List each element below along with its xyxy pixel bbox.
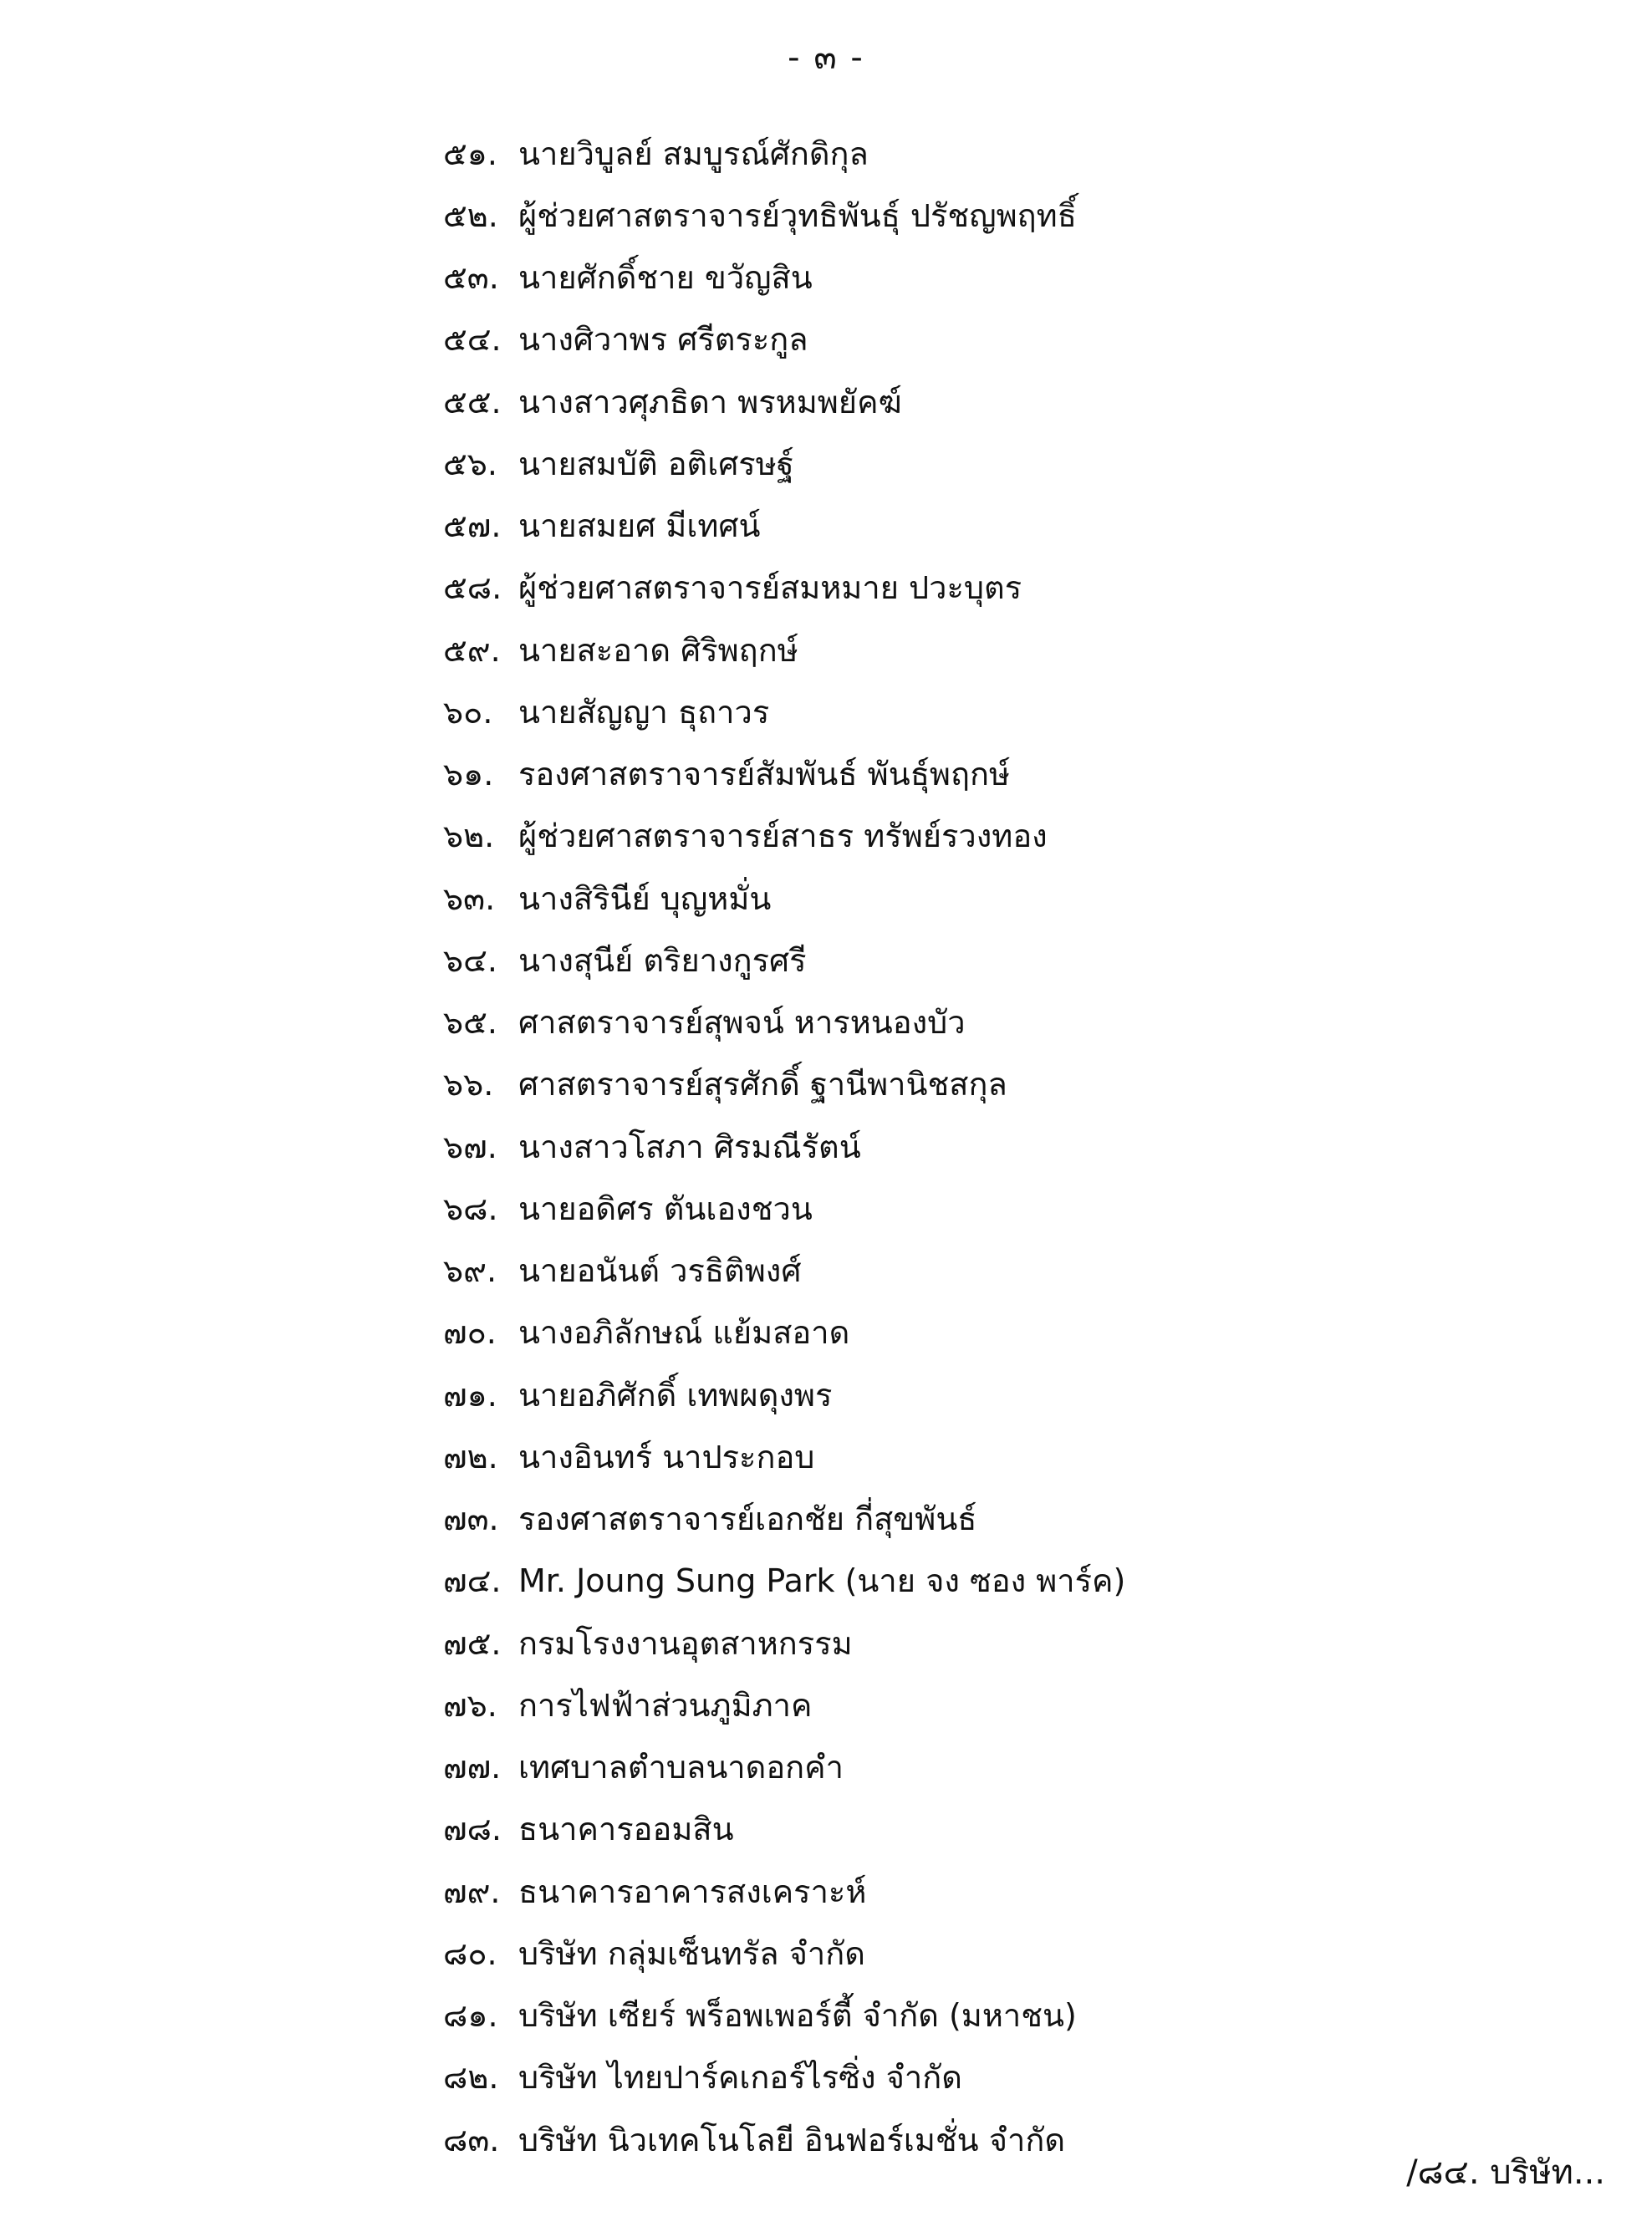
item-number: ๗๕.: [443, 1624, 502, 1662]
item-number: ๘๒.: [443, 2059, 499, 2097]
item-number: ๗๒.: [443, 1438, 498, 1475]
list-item: [443, 432, 1125, 494]
item-number: ๗๘.: [443, 1811, 502, 1848]
list-item: [443, 867, 1125, 929]
item-name: นายอภิศักดิ์ เทพผดุงพร: [518, 1376, 833, 1414]
list-item: [443, 370, 1125, 432]
item-name: รองศาสตราจารย์เอกชัย กี่สุขพันธ์: [518, 1501, 977, 1538]
list-item: [443, 619, 1125, 680]
list-item: [443, 1860, 1125, 1922]
list-item: [443, 743, 1125, 805]
list-item: [443, 929, 1125, 991]
item-name: นางสุนีย์ ตริยางกูรศรี: [518, 941, 807, 979]
item-number: ๕๗.: [443, 507, 502, 545]
item-number: ๗๓.: [443, 1501, 499, 1538]
item-number: ๕๓.: [443, 259, 499, 297]
item-name: นางอภิลักษณ์ แย้มสอาด: [518, 1314, 850, 1352]
item-name: นางสิรินีย์ บุญหมั่น: [518, 879, 772, 917]
list-item: [443, 1798, 1125, 1860]
item-number: ๕๒.: [443, 196, 498, 234]
item-name: Mr. Joung Sung Park (นาย จง ซอง พาร์ค): [518, 1562, 1126, 1600]
item-number: ๖๓.: [443, 879, 496, 917]
item-name: นายศักดิ์ชาย ขวัญสิน: [518, 259, 813, 297]
item-number: ๕๑.: [443, 135, 497, 172]
item-number: ๖๗.: [443, 1128, 497, 1165]
item-name: กรมโรงงานอุตสาหกรรม: [518, 1624, 853, 1662]
item-number: ๕๕.: [443, 383, 502, 420]
list-item: [443, 991, 1125, 1053]
name-list: [443, 122, 1125, 2170]
list-item: [443, 1488, 1125, 1550]
item-number: ๖๑.: [443, 756, 494, 793]
item-name: การไฟฟ้าส่วนภูมิภาค: [518, 1686, 813, 1724]
item-name: บริษัท เซียร์ พร็อพเพอร์ตี้ จำกัด (มหาชน): [518, 1997, 1077, 2035]
item-name: ผู้ช่วยศาสตราจารย์วุทธิพันธุ์ ปรัชญพฤทธิ์: [518, 196, 1077, 234]
item-number: ๕๙.: [443, 631, 501, 669]
item-name: นายอนันต์ วรธิติพงศ์: [518, 1252, 802, 1290]
list-item: [443, 557, 1125, 619]
item-name: ศาสตราจารย์สุรศักดิ์ ฐานีพานิชสกุล: [518, 1066, 1007, 1103]
item-number: ๗๑.: [443, 1376, 497, 1414]
item-name: นายสัญญา ธุถาวร: [518, 693, 770, 731]
item-number: ๕๖.: [443, 445, 497, 482]
list-item: [443, 1922, 1125, 1984]
item-number: ๘๑.: [443, 1997, 498, 2035]
list-item: [443, 495, 1125, 557]
continuation-note: /๘๔. บริษัท...: [1406, 2153, 1605, 2192]
item-number: ๗๔.: [443, 1562, 502, 1600]
item-number: ๗๗.: [443, 1749, 502, 1786]
list-item: [443, 1177, 1125, 1239]
item-number: ๖๖.: [443, 1066, 494, 1103]
item-name: นางสาวศุภธิดา พรหมพยัคฆ์: [518, 383, 902, 420]
list-item: [443, 184, 1125, 246]
list-item: [443, 1302, 1125, 1363]
item-name: นางศิวาพร ศรีตระกูล: [518, 321, 808, 359]
item-name: นางอินทร์ นาประกอบ: [518, 1438, 815, 1475]
list-item: [443, 2046, 1125, 2108]
list-item: [443, 1674, 1125, 1735]
list-item: [443, 2108, 1125, 2170]
item-number: ๗๐.: [443, 1314, 497, 1352]
item-name: ผู้ช่วยศาสตราจารย์สมหมาย ปวะบุตร: [518, 569, 1022, 607]
list-item: [443, 805, 1125, 867]
list-item: [443, 308, 1125, 370]
item-number: ๖๔.: [443, 941, 497, 979]
list-item: [443, 1736, 1125, 1798]
item-name: นายวิบูลย์ สมบูรณ์ศักดิกุล: [518, 135, 869, 172]
item-name: บริษัท ไทยปาร์คเกอร์ไรซิ่ง จำกัด: [518, 2059, 962, 2097]
list-item: [443, 680, 1125, 742]
list-item: [443, 1985, 1125, 2046]
item-name: นายอดิศร ตันเองชวน: [518, 1190, 813, 1227]
item-name: รองศาสตราจารย์สัมพันธ์ พันธุ์พฤกษ์: [518, 756, 1011, 793]
list-item: [443, 1425, 1125, 1487]
item-name: ผู้ช่วยศาสตราจารย์สาธร ทรัพย์รวงทอง: [518, 818, 1048, 855]
list-item: [443, 1053, 1125, 1115]
item-number: ๘๐.: [443, 1934, 497, 1972]
list-item: [443, 247, 1125, 308]
item-name: บริษัท กลุ่มเซ็นทรัล จำกัด: [518, 1934, 865, 1972]
item-name: นายสมยศ มีเทศน์: [518, 507, 761, 545]
list-item: [443, 1240, 1125, 1302]
list-item: [443, 122, 1125, 184]
item-name: ศาสตราจารย์สุพจน์ หารหนองบัว: [518, 1004, 966, 1042]
item-number: ๘๓.: [443, 2121, 500, 2158]
item-number: ๗๙.: [443, 1873, 501, 1910]
item-name: นายสะอาด ศิริพฤกษ์: [518, 631, 798, 669]
item-number: ๖๒.: [443, 818, 495, 855]
item-name: ธนาคารอาคารสงเคราะห์: [518, 1873, 867, 1910]
item-number: ๖๙.: [443, 1252, 497, 1290]
item-name: เทศบาลตำบลนาดอกคำ: [518, 1749, 844, 1786]
item-name: นางสาวโสภา ศิรมณีรัตน์: [518, 1128, 861, 1165]
item-name: ธนาคารออมสิน: [518, 1811, 734, 1848]
item-number: ๕๘.: [443, 569, 502, 607]
item-number: ๗๖.: [443, 1686, 497, 1724]
item-number: ๖๕.: [443, 1004, 497, 1042]
list-item: [443, 1363, 1125, 1425]
item-number: ๖๐.: [443, 693, 493, 731]
list-item: [443, 1115, 1125, 1177]
list-item: [443, 1612, 1125, 1674]
list-item: [443, 1550, 1125, 1612]
item-number: ๖๘.: [443, 1190, 498, 1227]
item-number: ๕๔.: [443, 321, 502, 359]
item-name: นายสมบัติ อติเศรษฐ์: [518, 445, 794, 482]
item-name: บริษัท นิวเทคโนโลยี อินฟอร์เมชั่น จำกัด: [518, 2121, 1066, 2158]
page-number: - ๓ -: [788, 38, 864, 77]
